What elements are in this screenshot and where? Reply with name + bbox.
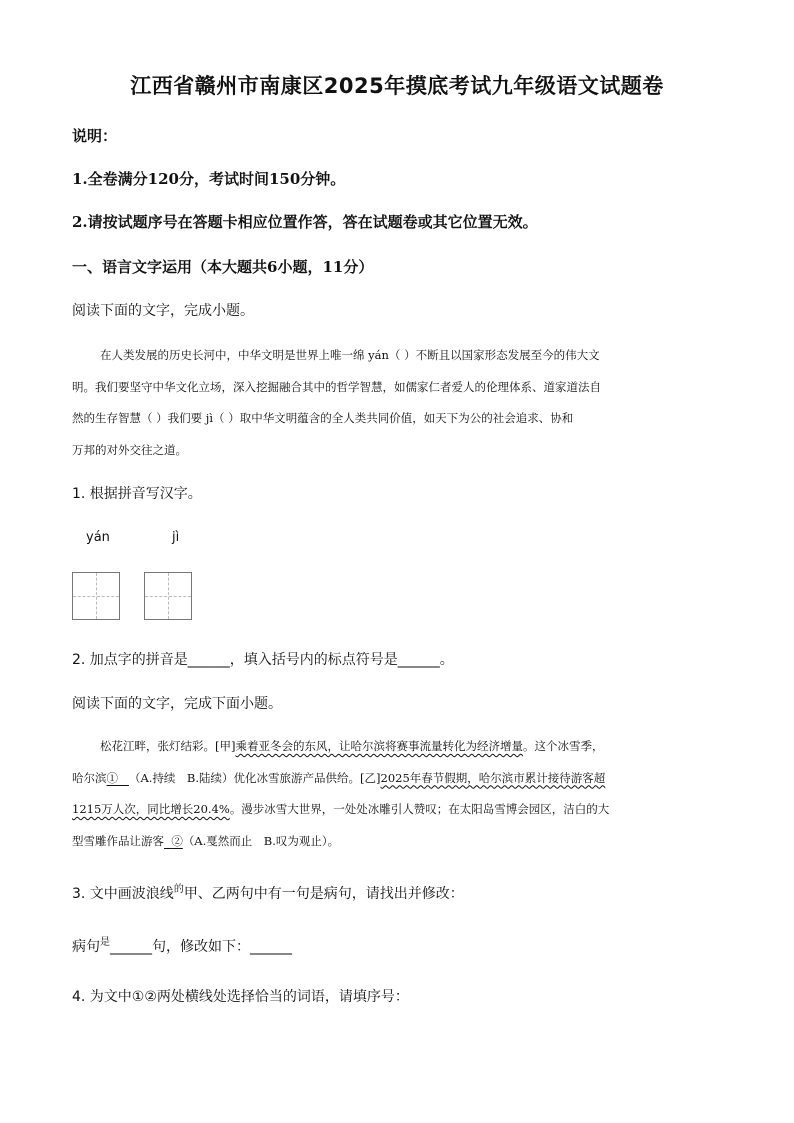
- pinyin-ji: jì: [172, 530, 180, 545]
- question-1: 1. 根据拼音写汉字。: [72, 486, 202, 502]
- section-heading: 一、语言文字运用（本大题共6小题，11分）: [72, 258, 374, 276]
- blank-2[interactable]: ②: [171, 833, 183, 848]
- answer-grid-box-2[interactable]: [144, 572, 192, 620]
- passage-1: [72, 340, 720, 466]
- sentence-yi: 2025年春节假期，哈尔滨市累计接待游客超: [380, 770, 606, 785]
- question-3: 3. 文中画波浪线$^的$甲、乙两句中有一句是病句，请找出并修改：: [72, 884, 464, 902]
- blank-1[interactable]: ①: [106, 770, 118, 785]
- instructions-heading: 说明：: [72, 127, 118, 145]
- passage-1-line-2: 明。我们要坚守中华文化立场，深入挖掘融合其中的哲学智慧，如儒家仁者爱人的伦理体系、道家道法自: [72, 379, 601, 394]
- question-3-answer-line: 病句$^是$______句，修改如下：______: [72, 937, 292, 955]
- instruction-item-2: 2.请按试题序号在答题卡相应位置作答，答在试题卷或其它位置无效。: [72, 213, 538, 231]
- answer-grid-box-1[interactable]: [72, 572, 120, 620]
- passage-2-line-2: 哈尔滨① （A.持续 B.陆续）优化冰雪旅游产品供给。[乙]2025年春节假期，哈尔滨市累计接待游客超: [72, 770, 606, 785]
- instruction-item-1: 1.全卷满分120分，考试时间150分钟。: [72, 170, 346, 188]
- passage-1-line-3: 然的生存智慧（ ）我们要 jì（ ）取中华文明蕴含的全人类共同价值，如天下为公的社会追求、协和: [72, 411, 574, 425]
- passage-1-line-1: 在人类发展的历史长河中，中华文明是世界上唯一绵 yán（ ）不断且以国家形态发展至今的伟大文: [100, 348, 600, 362]
- question-2: 2. 加点字的拼音是______，填入括号内的标点符号是______。: [72, 652, 454, 668]
- pinyin-yan: yán: [86, 530, 110, 545]
- exam-title: 江西省赣州市南康区2025年摸底考试九年级语文试题卷: [130, 74, 664, 98]
- passage-2-line-4: 型雪雕作品让游客 ②（A.戛然而止 B.叹为观止）。: [72, 833, 340, 848]
- passage-2: [72, 731, 720, 857]
- passage-2-line-1: 松花江畔，张灯结彩。[甲]乘着亚冬会的东风，让哈尔滨将赛事流量转化为经济增量。这个冰雪季，: [100, 739, 604, 753]
- read-prompt-1: 阅读下面的文字，完成小题。: [72, 303, 254, 319]
- passage-2-line-3: 1215万人次，同比增长20.4%。漫步冰雪大世界，一处处冰雕引人赞叹；在太阳岛雪博会园区，洁白的大: [72, 802, 610, 816]
- sentence-jia: 乘着亚冬会的东风，让哈尔滨将赛事流量转化为经济增量: [235, 739, 523, 753]
- read-prompt-2: 阅读下面的文字，完成下面小题。: [72, 696, 282, 712]
- passage-1-line-4: 万邦的对外交往之道。: [72, 442, 187, 457]
- question-4: 4. 为文中①②两处横线处选择恰当的词语，请填序号：: [72, 989, 409, 1005]
